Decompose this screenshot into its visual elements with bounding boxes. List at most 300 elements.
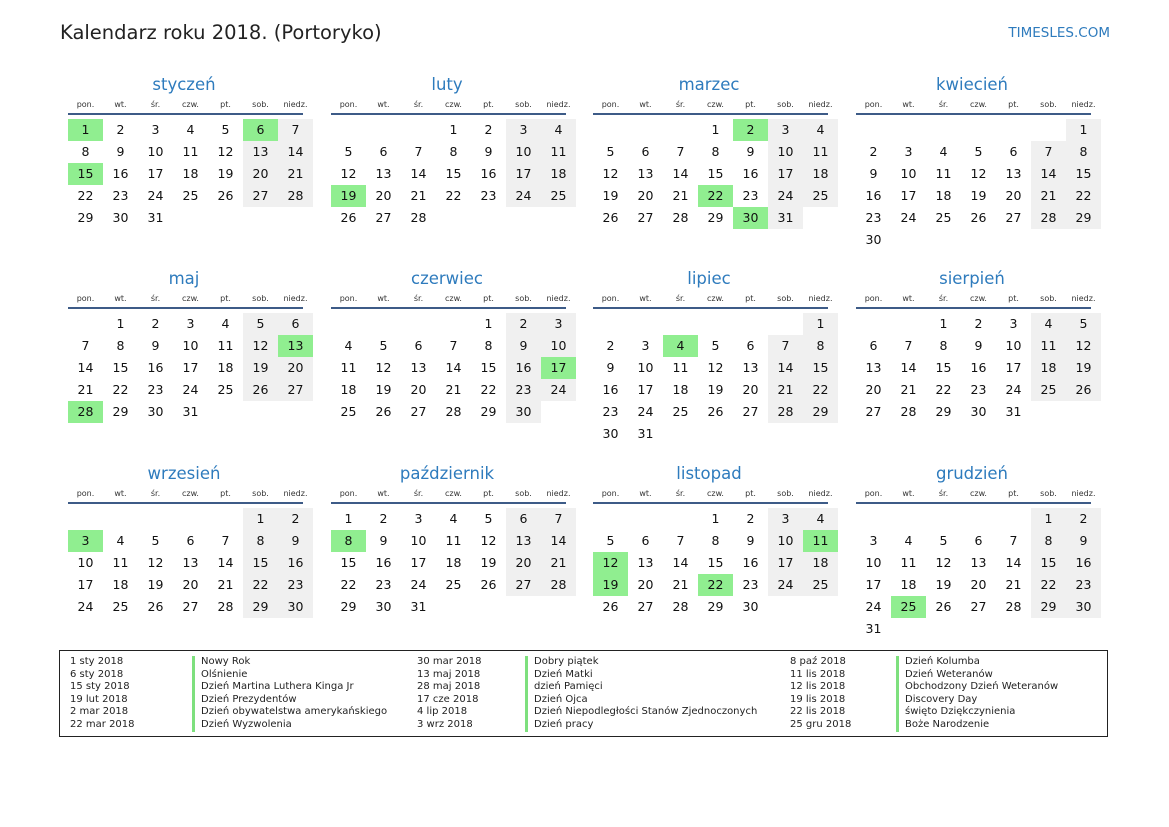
day-cell[interactable]: 20 bbox=[410, 382, 427, 397]
day-cell[interactable]: 22 bbox=[340, 577, 357, 592]
holiday-day-cell[interactable]: 2 bbox=[733, 119, 768, 141]
day-cell[interactable]: 6 bbox=[506, 508, 541, 530]
day-cell[interactable]: 14 bbox=[768, 357, 803, 379]
day-cell[interactable]: 26 bbox=[340, 210, 357, 225]
day-cell[interactable]: 8 bbox=[803, 335, 838, 357]
day-cell[interactable]: 28 bbox=[410, 210, 427, 225]
day-cell[interactable]: 8 bbox=[81, 144, 90, 159]
day-cell[interactable]: 13 bbox=[637, 166, 654, 181]
day-cell[interactable]: 13 bbox=[182, 555, 199, 570]
day-cell[interactable]: 19 bbox=[707, 382, 724, 397]
day-cell[interactable]: 21 bbox=[410, 188, 427, 203]
day-cell[interactable]: 22 bbox=[112, 382, 129, 397]
day-cell[interactable]: 31 bbox=[182, 404, 199, 419]
day-cell[interactable]: 2 bbox=[746, 511, 755, 526]
day-cell[interactable]: 24 bbox=[768, 185, 803, 207]
day-cell[interactable]: 25 bbox=[935, 210, 952, 225]
day-cell[interactable]: 27 bbox=[410, 404, 427, 419]
day-cell[interactable]: 24 bbox=[410, 577, 427, 592]
day-cell[interactable]: 23 bbox=[602, 404, 619, 419]
day-cell[interactable]: 27 bbox=[742, 404, 759, 419]
day-cell[interactable]: 20 bbox=[970, 577, 987, 592]
day-cell[interactable]: 16 bbox=[112, 166, 129, 181]
day-cell[interactable]: 9 bbox=[379, 533, 388, 548]
day-cell[interactable]: 24 bbox=[77, 599, 94, 614]
day-cell[interactable]: 19 bbox=[243, 357, 278, 379]
day-cell[interactable]: 4 bbox=[449, 511, 458, 526]
day-cell[interactable]: 27 bbox=[506, 574, 541, 596]
day-cell[interactable]: 1 bbox=[803, 313, 838, 335]
day-cell[interactable]: 10 bbox=[637, 360, 654, 375]
day-cell[interactable]: 14 bbox=[541, 530, 576, 552]
day-cell[interactable]: 2 bbox=[869, 144, 878, 159]
day-cell[interactable]: 20 bbox=[1005, 188, 1022, 203]
day-cell[interactable]: 5 bbox=[151, 533, 160, 548]
day-cell[interactable]: 15 bbox=[480, 360, 497, 375]
day-cell[interactable]: 2 bbox=[484, 122, 493, 137]
holiday-day-cell[interactable]: 3 bbox=[68, 530, 103, 552]
day-cell[interactable]: 21 bbox=[278, 163, 313, 185]
day-cell[interactable]: 19 bbox=[1066, 357, 1101, 379]
day-cell[interactable]: 26 bbox=[147, 599, 164, 614]
holiday-day-cell[interactable]: 22 bbox=[698, 574, 733, 596]
day-cell[interactable]: 16 bbox=[375, 555, 392, 570]
day-cell[interactable]: 6 bbox=[379, 144, 388, 159]
day-cell[interactable]: 6 bbox=[278, 313, 313, 335]
day-cell[interactable]: 7 bbox=[676, 533, 685, 548]
day-cell[interactable]: 13 bbox=[1005, 166, 1022, 181]
day-cell[interactable]: 28 bbox=[1031, 207, 1066, 229]
day-cell[interactable]: 5 bbox=[974, 144, 983, 159]
day-cell[interactable]: 15 bbox=[803, 357, 838, 379]
day-cell[interactable]: 27 bbox=[970, 599, 987, 614]
holiday-day-cell[interactable]: 8 bbox=[331, 530, 366, 552]
day-cell[interactable]: 22 bbox=[803, 379, 838, 401]
day-cell[interactable]: 17 bbox=[768, 552, 803, 574]
day-cell[interactable]: 24 bbox=[900, 210, 917, 225]
day-cell[interactable]: 25 bbox=[541, 185, 576, 207]
day-cell[interactable]: 7 bbox=[1031, 141, 1066, 163]
day-cell[interactable]: 20 bbox=[637, 188, 654, 203]
holiday-day-cell[interactable]: 19 bbox=[331, 185, 366, 207]
day-cell[interactable]: 30 bbox=[970, 404, 987, 419]
day-cell[interactable]: 6 bbox=[641, 144, 650, 159]
day-cell[interactable]: 1 bbox=[1031, 508, 1066, 530]
day-cell[interactable]: 21 bbox=[672, 577, 689, 592]
day-cell[interactable]: 9 bbox=[974, 338, 983, 353]
day-cell[interactable]: 30 bbox=[278, 596, 313, 618]
day-cell[interactable]: 2 bbox=[506, 313, 541, 335]
day-cell[interactable]: 20 bbox=[278, 357, 313, 379]
day-cell[interactable]: 3 bbox=[768, 119, 803, 141]
day-cell[interactable]: 22 bbox=[77, 188, 94, 203]
day-cell[interactable]: 27 bbox=[182, 599, 199, 614]
day-cell[interactable]: 5 bbox=[379, 338, 388, 353]
day-cell[interactable]: 16 bbox=[742, 166, 759, 181]
day-cell[interactable]: 2 bbox=[379, 511, 388, 526]
day-cell[interactable]: 29 bbox=[480, 404, 497, 419]
day-cell[interactable]: 1 bbox=[116, 316, 125, 331]
holiday-day-cell[interactable]: 30 bbox=[733, 207, 768, 229]
day-cell[interactable]: 11 bbox=[900, 555, 917, 570]
day-cell[interactable]: 24 bbox=[182, 382, 199, 397]
day-cell[interactable]: 15 bbox=[445, 166, 462, 181]
day-cell[interactable]: 23 bbox=[742, 577, 759, 592]
day-cell[interactable]: 29 bbox=[935, 404, 952, 419]
day-cell[interactable]: 13 bbox=[865, 360, 882, 375]
day-cell[interactable]: 3 bbox=[151, 122, 160, 137]
day-cell[interactable]: 23 bbox=[147, 382, 164, 397]
day-cell[interactable]: 18 bbox=[112, 577, 129, 592]
day-cell[interactable]: 2 bbox=[278, 508, 313, 530]
day-cell[interactable]: 9 bbox=[506, 335, 541, 357]
day-cell[interactable]: 19 bbox=[375, 382, 392, 397]
day-cell[interactable]: 13 bbox=[410, 360, 427, 375]
day-cell[interactable]: 24 bbox=[147, 188, 164, 203]
day-cell[interactable]: 15 bbox=[112, 360, 129, 375]
day-cell[interactable]: 11 bbox=[217, 338, 234, 353]
day-cell[interactable]: 10 bbox=[77, 555, 94, 570]
day-cell[interactable]: 27 bbox=[637, 599, 654, 614]
day-cell[interactable]: 6 bbox=[974, 533, 983, 548]
day-cell[interactable]: 3 bbox=[186, 316, 195, 331]
day-cell[interactable]: 19 bbox=[480, 555, 497, 570]
day-cell[interactable]: 5 bbox=[484, 511, 493, 526]
day-cell[interactable]: 6 bbox=[869, 338, 878, 353]
day-cell[interactable]: 7 bbox=[904, 338, 913, 353]
day-cell[interactable]: 27 bbox=[243, 185, 278, 207]
day-cell[interactable]: 13 bbox=[970, 555, 987, 570]
day-cell[interactable]: 11 bbox=[1031, 335, 1066, 357]
day-cell[interactable]: 21 bbox=[1005, 577, 1022, 592]
day-cell[interactable]: 2 bbox=[1066, 508, 1101, 530]
day-cell[interactable]: 17 bbox=[147, 166, 164, 181]
day-cell[interactable]: 10 bbox=[900, 166, 917, 181]
day-cell[interactable]: 28 bbox=[672, 599, 689, 614]
holiday-day-cell[interactable]: 13 bbox=[278, 335, 313, 357]
day-cell[interactable]: 18 bbox=[900, 577, 917, 592]
day-cell[interactable]: 25 bbox=[217, 382, 234, 397]
day-cell[interactable]: 1 bbox=[243, 508, 278, 530]
day-cell[interactable]: 12 bbox=[480, 533, 497, 548]
day-cell[interactable]: 29 bbox=[112, 404, 129, 419]
day-cell[interactable]: 5 bbox=[939, 533, 948, 548]
day-cell[interactable]: 17 bbox=[77, 577, 94, 592]
day-cell[interactable]: 23 bbox=[506, 379, 541, 401]
day-cell[interactable]: 3 bbox=[641, 338, 650, 353]
day-cell[interactable]: 11 bbox=[340, 360, 357, 375]
day-cell[interactable]: 4 bbox=[221, 316, 230, 331]
day-cell[interactable]: 10 bbox=[768, 141, 803, 163]
holiday-day-cell[interactable]: 17 bbox=[541, 357, 576, 379]
day-cell[interactable]: 30 bbox=[1066, 596, 1101, 618]
day-cell[interactable]: 9 bbox=[606, 360, 615, 375]
day-cell[interactable]: 31 bbox=[865, 621, 882, 636]
day-cell[interactable]: 8 bbox=[116, 338, 125, 353]
day-cell[interactable]: 26 bbox=[480, 577, 497, 592]
day-cell[interactable]: 3 bbox=[904, 144, 913, 159]
day-cell[interactable]: 9 bbox=[151, 338, 160, 353]
day-cell[interactable]: 7 bbox=[221, 533, 230, 548]
day-cell[interactable]: 6 bbox=[186, 533, 195, 548]
day-cell[interactable]: 12 bbox=[707, 360, 724, 375]
day-cell[interactable]: 4 bbox=[116, 533, 125, 548]
day-cell[interactable]: 2 bbox=[151, 316, 160, 331]
day-cell[interactable]: 22 bbox=[935, 382, 952, 397]
day-cell[interactable]: 16 bbox=[506, 357, 541, 379]
day-cell[interactable]: 31 bbox=[768, 207, 803, 229]
day-cell[interactable]: 4 bbox=[344, 338, 353, 353]
day-cell[interactable]: 14 bbox=[1005, 555, 1022, 570]
day-cell[interactable]: 5 bbox=[243, 313, 278, 335]
day-cell[interactable]: 4 bbox=[803, 119, 838, 141]
day-cell[interactable]: 24 bbox=[768, 574, 803, 596]
day-cell[interactable]: 12 bbox=[1066, 335, 1101, 357]
day-cell[interactable]: 31 bbox=[1005, 404, 1022, 419]
day-cell[interactable]: 21 bbox=[445, 382, 462, 397]
day-cell[interactable]: 15 bbox=[707, 555, 724, 570]
day-cell[interactable]: 5 bbox=[221, 122, 230, 137]
day-cell[interactable]: 8 bbox=[1066, 141, 1101, 163]
day-cell[interactable]: 23 bbox=[278, 574, 313, 596]
day-cell[interactable]: 8 bbox=[939, 338, 948, 353]
day-cell[interactable]: 16 bbox=[1066, 552, 1101, 574]
day-cell[interactable]: 28 bbox=[445, 404, 462, 419]
day-cell[interactable]: 15 bbox=[707, 166, 724, 181]
day-cell[interactable]: 20 bbox=[506, 552, 541, 574]
day-cell[interactable]: 12 bbox=[935, 555, 952, 570]
day-cell[interactable]: 20 bbox=[865, 382, 882, 397]
holiday-day-cell[interactable]: 25 bbox=[891, 596, 926, 618]
day-cell[interactable]: 14 bbox=[900, 360, 917, 375]
day-cell[interactable]: 17 bbox=[768, 163, 803, 185]
day-cell[interactable]: 11 bbox=[672, 360, 689, 375]
day-cell[interactable]: 18 bbox=[803, 552, 838, 574]
day-cell[interactable]: 26 bbox=[970, 210, 987, 225]
day-cell[interactable]: 8 bbox=[243, 530, 278, 552]
day-cell[interactable]: 9 bbox=[278, 530, 313, 552]
day-cell[interactable]: 7 bbox=[278, 119, 313, 141]
day-cell[interactable]: 31 bbox=[147, 210, 164, 225]
day-cell[interactable]: 8 bbox=[484, 338, 493, 353]
day-cell[interactable]: 16 bbox=[865, 188, 882, 203]
day-cell[interactable]: 25 bbox=[340, 404, 357, 419]
day-cell[interactable]: 27 bbox=[278, 379, 313, 401]
day-cell[interactable]: 4 bbox=[939, 144, 948, 159]
day-cell[interactable]: 22 bbox=[1031, 574, 1066, 596]
day-cell[interactable]: 15 bbox=[1066, 163, 1101, 185]
day-cell[interactable]: 22 bbox=[480, 382, 497, 397]
holiday-day-cell[interactable]: 4 bbox=[663, 335, 698, 357]
day-cell[interactable]: 14 bbox=[410, 166, 427, 181]
day-cell[interactable]: 12 bbox=[602, 166, 619, 181]
day-cell[interactable]: 23 bbox=[480, 188, 497, 203]
day-cell[interactable]: 23 bbox=[1066, 574, 1101, 596]
day-cell[interactable]: 17 bbox=[410, 555, 427, 570]
day-cell[interactable]: 27 bbox=[865, 404, 882, 419]
day-cell[interactable]: 18 bbox=[672, 382, 689, 397]
day-cell[interactable]: 16 bbox=[602, 382, 619, 397]
day-cell[interactable]: 7 bbox=[768, 335, 803, 357]
day-cell[interactable]: 18 bbox=[935, 188, 952, 203]
day-cell[interactable]: 1 bbox=[711, 122, 720, 137]
day-cell[interactable]: 25 bbox=[1031, 379, 1066, 401]
day-cell[interactable]: 14 bbox=[278, 141, 313, 163]
day-cell[interactable]: 16 bbox=[742, 555, 759, 570]
day-cell[interactable]: 28 bbox=[541, 574, 576, 596]
day-cell[interactable]: 22 bbox=[445, 188, 462, 203]
day-cell[interactable]: 28 bbox=[672, 210, 689, 225]
day-cell[interactable]: 15 bbox=[340, 555, 357, 570]
day-cell[interactable]: 7 bbox=[676, 144, 685, 159]
day-cell[interactable]: 26 bbox=[375, 404, 392, 419]
day-cell[interactable]: 14 bbox=[217, 555, 234, 570]
day-cell[interactable]: 14 bbox=[672, 166, 689, 181]
day-cell[interactable]: 29 bbox=[1031, 596, 1066, 618]
day-cell[interactable]: 1 bbox=[484, 316, 493, 331]
day-cell[interactable]: 29 bbox=[243, 596, 278, 618]
day-cell[interactable]: 29 bbox=[77, 210, 94, 225]
day-cell[interactable]: 4 bbox=[541, 119, 576, 141]
day-cell[interactable]: 11 bbox=[541, 141, 576, 163]
day-cell[interactable]: 16 bbox=[147, 360, 164, 375]
day-cell[interactable]: 13 bbox=[243, 141, 278, 163]
day-cell[interactable]: 6 bbox=[641, 533, 650, 548]
day-cell[interactable]: 21 bbox=[900, 382, 917, 397]
day-cell[interactable]: 6 bbox=[746, 338, 755, 353]
day-cell[interactable]: 3 bbox=[414, 511, 423, 526]
day-cell[interactable]: 11 bbox=[112, 555, 129, 570]
day-cell[interactable]: 1 bbox=[939, 316, 948, 331]
day-cell[interactable]: 19 bbox=[602, 188, 619, 203]
day-cell[interactable]: 5 bbox=[606, 144, 615, 159]
day-cell[interactable]: 10 bbox=[541, 335, 576, 357]
day-cell[interactable]: 15 bbox=[243, 552, 278, 574]
holiday-day-cell[interactable]: 11 bbox=[803, 530, 838, 552]
day-cell[interactable]: 12 bbox=[217, 144, 234, 159]
day-cell[interactable]: 3 bbox=[541, 313, 576, 335]
day-cell[interactable]: 2 bbox=[116, 122, 125, 137]
day-cell[interactable]: 14 bbox=[672, 555, 689, 570]
day-cell[interactable]: 2 bbox=[606, 338, 615, 353]
day-cell[interactable]: 25 bbox=[672, 404, 689, 419]
day-cell[interactable]: 31 bbox=[637, 426, 654, 441]
day-cell[interactable]: 8 bbox=[711, 533, 720, 548]
day-cell[interactable]: 19 bbox=[970, 188, 987, 203]
day-cell[interactable]: 28 bbox=[278, 185, 313, 207]
day-cell[interactable]: 1 bbox=[711, 511, 720, 526]
day-cell[interactable]: 11 bbox=[445, 533, 462, 548]
day-cell[interactable]: 10 bbox=[865, 555, 882, 570]
day-cell[interactable]: 5 bbox=[1066, 313, 1101, 335]
day-cell[interactable]: 24 bbox=[541, 379, 576, 401]
day-cell[interactable]: 29 bbox=[1066, 207, 1101, 229]
day-cell[interactable]: 21 bbox=[217, 577, 234, 592]
day-cell[interactable]: 26 bbox=[935, 599, 952, 614]
day-cell[interactable]: 30 bbox=[112, 210, 129, 225]
day-cell[interactable]: 17 bbox=[506, 163, 541, 185]
day-cell[interactable]: 23 bbox=[112, 188, 129, 203]
day-cell[interactable]: 25 bbox=[803, 574, 838, 596]
day-cell[interactable]: 19 bbox=[217, 166, 234, 181]
day-cell[interactable]: 13 bbox=[742, 360, 759, 375]
day-cell[interactable]: 28 bbox=[768, 401, 803, 423]
day-cell[interactable]: 25 bbox=[112, 599, 129, 614]
day-cell[interactable]: 23 bbox=[865, 210, 882, 225]
day-cell[interactable]: 24 bbox=[1005, 382, 1022, 397]
day-cell[interactable]: 4 bbox=[904, 533, 913, 548]
day-cell[interactable]: 5 bbox=[606, 533, 615, 548]
day-cell[interactable]: 26 bbox=[217, 188, 234, 203]
day-cell[interactable]: 21 bbox=[541, 552, 576, 574]
day-cell[interactable]: 15 bbox=[935, 360, 952, 375]
day-cell[interactable]: 7 bbox=[1009, 533, 1018, 548]
day-cell[interactable]: 10 bbox=[410, 533, 427, 548]
day-cell[interactable]: 7 bbox=[449, 338, 458, 353]
day-cell[interactable]: 25 bbox=[803, 185, 838, 207]
day-cell[interactable]: 25 bbox=[445, 577, 462, 592]
day-cell[interactable]: 24 bbox=[506, 185, 541, 207]
day-cell[interactable]: 17 bbox=[900, 188, 917, 203]
day-cell[interactable]: 22 bbox=[1066, 185, 1101, 207]
holiday-day-cell[interactable]: 19 bbox=[593, 574, 628, 596]
day-cell[interactable]: 8 bbox=[1031, 530, 1066, 552]
day-cell[interactable]: 9 bbox=[869, 166, 878, 181]
day-cell[interactable]: 30 bbox=[865, 232, 882, 247]
holiday-day-cell[interactable]: 15 bbox=[68, 163, 103, 185]
day-cell[interactable]: 3 bbox=[768, 508, 803, 530]
day-cell[interactable]: 29 bbox=[340, 599, 357, 614]
day-cell[interactable]: 28 bbox=[1005, 599, 1022, 614]
day-cell[interactable]: 29 bbox=[707, 210, 724, 225]
day-cell[interactable]: 4 bbox=[1031, 313, 1066, 335]
day-cell[interactable]: 30 bbox=[506, 401, 541, 423]
day-cell[interactable]: 5 bbox=[711, 338, 720, 353]
day-cell[interactable]: 13 bbox=[637, 555, 654, 570]
day-cell[interactable]: 22 bbox=[243, 574, 278, 596]
day-cell[interactable]: 26 bbox=[707, 404, 724, 419]
day-cell[interactable]: 10 bbox=[768, 530, 803, 552]
day-cell[interactable]: 16 bbox=[278, 552, 313, 574]
day-cell[interactable]: 18 bbox=[803, 163, 838, 185]
day-cell[interactable]: 18 bbox=[182, 166, 199, 181]
day-cell[interactable]: 12 bbox=[243, 335, 278, 357]
day-cell[interactable]: 23 bbox=[375, 577, 392, 592]
day-cell[interactable]: 27 bbox=[637, 210, 654, 225]
day-cell[interactable]: 1 bbox=[344, 511, 353, 526]
day-cell[interactable]: 11 bbox=[182, 144, 199, 159]
day-cell[interactable]: 20 bbox=[243, 163, 278, 185]
day-cell[interactable]: 26 bbox=[243, 379, 278, 401]
day-cell[interactable]: 10 bbox=[506, 141, 541, 163]
day-cell[interactable]: 30 bbox=[147, 404, 164, 419]
day-cell[interactable]: 7 bbox=[81, 338, 90, 353]
day-cell[interactable]: 21 bbox=[77, 382, 94, 397]
day-cell[interactable]: 1 bbox=[449, 122, 458, 137]
day-cell[interactable]: 3 bbox=[1009, 316, 1018, 331]
day-cell[interactable]: 9 bbox=[746, 144, 755, 159]
day-cell[interactable]: 8 bbox=[711, 144, 720, 159]
day-cell[interactable]: 18 bbox=[445, 555, 462, 570]
day-cell[interactable]: 13 bbox=[506, 530, 541, 552]
day-cell[interactable]: 28 bbox=[900, 404, 917, 419]
day-cell[interactable]: 4 bbox=[186, 122, 195, 137]
day-cell[interactable]: 4 bbox=[803, 508, 838, 530]
day-cell[interactable]: 12 bbox=[340, 166, 357, 181]
day-cell[interactable]: 28 bbox=[217, 599, 234, 614]
holiday-day-cell[interactable]: 6 bbox=[243, 119, 278, 141]
day-cell[interactable]: 11 bbox=[803, 141, 838, 163]
